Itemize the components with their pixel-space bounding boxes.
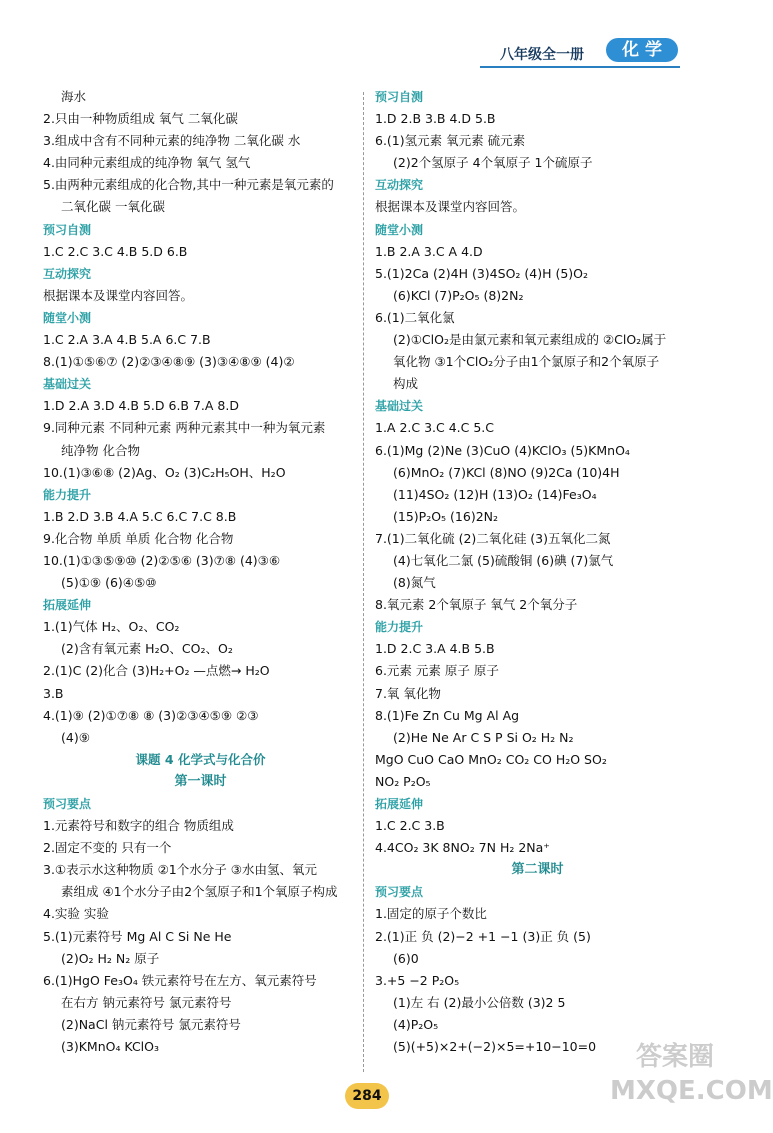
answer-line: (2)NaCl 钠元素符号 氯元素符号 (61, 1016, 241, 1032)
page-header (0, 0, 750, 80)
section-heading: 能力提升 (375, 620, 424, 635)
answer-line: 6.(1)氢元素 氧元素 硫元素 (375, 133, 526, 149)
answer-line: 6.(1)二氧化氯 (375, 309, 455, 325)
answer-line: 7.(1)二氧化硫 (2)二氧化硅 (3)五氧化二氮 (375, 530, 611, 546)
answer-line: 4.实验 实验 (43, 906, 109, 922)
answer-line: 8.(1)①⑤⑥⑦ (2)②③④⑧⑨ (3)③④⑧⑨ (4)② (43, 354, 295, 370)
answer-line: (2)2个氢原子 4个氧原子 1个硫原子 (393, 155, 593, 171)
lesson-heading: 第一课时 (174, 773, 227, 789)
left-column (43, 86, 358, 1058)
answer-line: 2.固定不变的 只有一个 (43, 840, 172, 856)
section-heading: 预习自测 (43, 222, 92, 237)
answer-line: 5.(1)元素符号 Mg Al C Si Ne He (43, 928, 232, 944)
answer-line: (2)①ClO₂是由氯元素和氧元素组成的 ②ClO₂属于 (393, 332, 667, 348)
answer-line: 3.组成中含有不同种元素的纯净物 二氧化碳 水 (43, 133, 301, 149)
right-column (375, 86, 700, 1058)
answer-line: 根据课本及课堂内容回答。 (43, 287, 194, 303)
answer-line: 7.氧 氧化物 (375, 685, 441, 701)
lesson-heading: 第二课时 (511, 862, 564, 878)
answer-line: 8.(1)Fe Zn Cu Mg Al Ag (375, 707, 520, 723)
answer-line: 1.固定的原子个数比 (375, 906, 487, 922)
section-heading: 互动探究 (375, 178, 424, 193)
answer-line: (4)⑨ (61, 729, 90, 745)
answer-line: 3.B (43, 685, 64, 701)
answer-line: 素组成 ④1个水分子由2个氢原子和1个氧原子构成 (61, 884, 338, 900)
subject-badge: 化 学 (606, 38, 678, 62)
section-heading: 预习要点 (43, 797, 92, 811)
answer-line: MgO CuO CaO MnO₂ CO₂ CO H₂O SO₂ (375, 751, 607, 767)
answer-line: 1.B 2.A 3.C A 4.D (375, 243, 483, 259)
section-heading: 预习自测 (375, 90, 424, 104)
answer-line: 1.A 2.C 3.C 4.C 5.C (375, 420, 494, 436)
section-heading: 预习要点 (375, 885, 424, 900)
answer-line: 1.(1)气体 H₂、O₂、CO₂ (43, 619, 180, 635)
section-heading: 拓展延伸 (43, 598, 92, 613)
section-heading: 互动探究 (43, 266, 92, 281)
answer-line: 1.D 2.C 3.A 4.B 5.B (375, 641, 495, 657)
answer-line: (15)P₂O₅ (16)2N₂ (393, 508, 499, 524)
answer-line: (5)(+5)×2+(−2)×5=+10−10=0 (393, 1039, 597, 1055)
answer-line: 4.(1)⑨ (2)①⑦⑧ ⑧ (3)②③④⑤⑨ ②③ (43, 707, 259, 723)
answer-line: 二氧化碳 一氧化碳 (61, 199, 165, 215)
answer-line: (4)P₂O₅ (393, 1016, 439, 1032)
lesson-heading: 课题 4 化学式与化合价 (135, 751, 266, 767)
header-rule (480, 66, 680, 68)
answer-line: NO₂ P₂O₅ (375, 773, 431, 789)
section-heading: 随堂小测 (375, 222, 424, 237)
section-heading: 拓展延伸 (375, 797, 424, 811)
answer-line: 氧化物 ③1个ClO₂分子由1个氯原子和2个氧原子 (393, 354, 660, 370)
answer-line: 3.①表示水这种物质 ②1个水分子 ③水由氢、氧元 (43, 862, 317, 878)
answer-line: 1.C 2.C 3.C 4.B 5.D 6.B (43, 243, 188, 259)
answer-line: 1.C 2.C 3.B (375, 818, 445, 834)
answer-line: 3.+5 −2 P₂O₅ (375, 972, 460, 988)
answer-line: 构成 (393, 376, 419, 392)
answer-line: (6)MnO₂ (7)KCl (8)NO (9)2Ca (10)4H (393, 464, 620, 480)
column-divider (363, 92, 364, 1072)
answer-line: 4.4CO₂ 3K 8NO₂ 7N H₂ 2Na⁺ (375, 840, 550, 856)
answer-line: (6)KCl (7)P₂O₅ (8)2N₂ (393, 287, 524, 303)
section-heading: 随堂小测 (43, 310, 92, 325)
answer-line: 2.(1)C (2)化合 (3)H₂+O₂ —点燃→ H₂O (43, 663, 270, 679)
answer-line: 1.D 2.A 3.D 4.B 5.D 6.B 7.A 8.D (43, 398, 239, 414)
answer-line: (5)①⑨ (6)④⑤⑩ (61, 575, 157, 591)
answer-line: 6.(1)HgO Fe₃O₄ 铁元素符号在左方、氧元素符号 (43, 972, 317, 988)
watermark-logo: 答案圈 MXQE.COM (610, 1042, 773, 1106)
answer-line: 2.只由一种物质组成 氧气 二氧化碳 (43, 111, 238, 127)
answer-line: 8.氧元素 2个氧原子 氧气 2个氧分子 (375, 597, 578, 613)
section-heading: 能力提升 (43, 487, 92, 502)
answer-line: (6)0 (393, 950, 419, 966)
answer-line: 2.(1)正 负 (2)−2 +1 −1 (3)正 负 (5) (375, 928, 591, 944)
answer-line: 10.(1)①③⑤⑨⑩ (2)②⑤⑥ (3)⑦⑧ (4)③⑥ (43, 552, 281, 568)
answer-line: (2)O₂ H₂ N₂ 原子 (61, 950, 160, 966)
answer-line: 4.由同种元素组成的纯净物 氧气 氢气 (43, 155, 251, 171)
answer-line: 海水 (61, 89, 87, 104)
answer-line: 纯净物 化合物 (61, 442, 140, 458)
answer-line: 1.D 2.B 3.B 4.D 5.B (375, 111, 496, 127)
answer-line: 5.(1)2Ca (2)4H (3)4SO₂ (4)H (5)O₂ (375, 265, 589, 281)
answer-line: 根据课本及课堂内容回答。 (375, 199, 526, 215)
answer-line: (4)七氧化二氯 (5)硫酸铜 (6)碘 (7)氯气 (393, 552, 614, 568)
answer-line: 1.B 2.D 3.B 4.A 5.C 6.C 7.C 8.B (43, 508, 237, 524)
answer-line: (8)氮气 (393, 575, 436, 591)
answer-line: 1.C 2.A 3.A 4.B 5.A 6.C 7.B (43, 332, 211, 348)
answer-line: 5.由两种元素组成的化合物,其中一种元素是氧元素的 (43, 177, 334, 193)
answer-line: 在右方 钠元素符号 氯元素符号 (61, 994, 232, 1010)
answer-line: (2)含有氧元素 H₂O、CO₂、O₂ (61, 641, 233, 657)
answer-line: (3)KMnO₄ KClO₃ (61, 1039, 159, 1055)
book-title: 八年级全一册 (500, 47, 584, 63)
answer-line: 1.元素符号和数字的组合 物质组成 (43, 818, 234, 834)
section-heading: 基础过关 (375, 399, 424, 414)
answer-line: 6.(1)Mg (2)Ne (3)CuO (4)KClO₃ (5)KMnO₄ (375, 442, 630, 458)
answer-line: 9.同种元素 不同种元素 两种元素其中一种为氧元素 (43, 420, 326, 436)
answer-line: 6.元素 元素 原子 原子 (375, 663, 499, 679)
answer-line: (1)左 右 (2)最小公倍数 (3)2 5 (393, 994, 566, 1010)
answer-line: 10.(1)③⑥⑧ (2)Ag、O₂ (3)C₂H₅OH、H₂O (43, 464, 286, 480)
section-heading: 基础过关 (43, 377, 92, 392)
answer-line: (2)He Ne Ar C S P Si O₂ H₂ N₂ (393, 729, 574, 745)
page-number: 284 (345, 1083, 389, 1109)
answer-line: 9.化合物 单质 单质 化合物 化合物 (43, 530, 234, 546)
answer-line: (11)4SO₂ (12)H (13)O₂ (14)Fe₃O₄ (393, 486, 597, 502)
